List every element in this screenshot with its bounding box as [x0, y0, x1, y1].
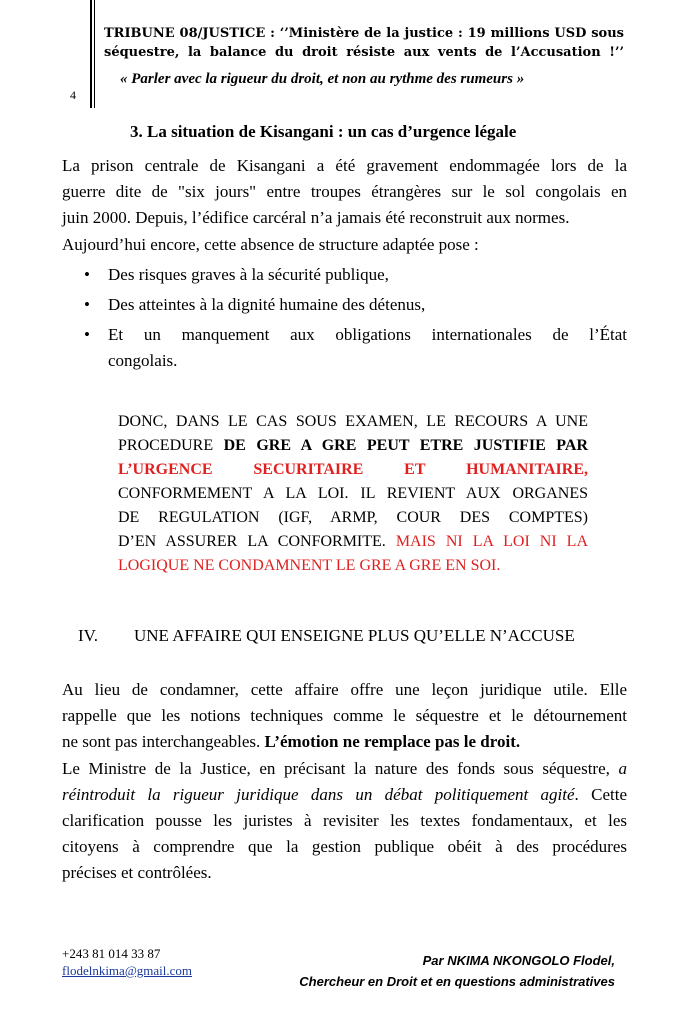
callout-bold-text: DE GRE A GRE PEUT ETRE JUSTIFIE PAR: [223, 437, 589, 454]
callout-line: LOGIQUE NE CONDAMNENT LE GRE A GRE EN SOI.: [118, 557, 501, 574]
paragraph-line: [62, 756, 627, 782]
footer-email-link[interactable]: flodelnkima@gmail.com: [62, 963, 193, 978]
footer-contact: [62, 945, 192, 979]
section-3-number: 3.: [130, 122, 143, 141]
bullet-icon: •: [84, 295, 90, 314]
section-4-title: UNE AFFAIRE QUI ENSEIGNE PLUS QU’ELLE N’ACCUSE: [134, 626, 575, 645]
paragraph-italic-text: réintroduit la rigueur juridique dans un débat politiquement agité: [62, 785, 575, 804]
footer-signature: [250, 950, 615, 992]
list-item-text: [108, 322, 627, 374]
paragraph-line: clarification pousse les juristes à revisiter les textes fondamentaux, et les: [62, 811, 627, 830]
callout-highlight-text: L’URGENCE SECURITAIRE ET HUMANITAIRE: [118, 461, 584, 478]
list-item-text: Des risques graves à la sécurité publique,: [108, 265, 389, 284]
section-3-paragraph-1: [62, 153, 627, 231]
paragraph-line: [62, 782, 627, 808]
paragraph-line: guerre dite de "six jours" entre troupes étrangères sur le sol congolais en: [62, 182, 627, 201]
callout-line: [118, 458, 588, 482]
page-number: 4: [70, 88, 76, 102]
paragraph-bold-text: L’émotion ne remplace pas le droit.: [264, 732, 521, 751]
paragraph-text: . Cette: [574, 785, 627, 804]
callout-line: DONC, DANS LE CAS SOUS EXAMEN, LE RECOURS A UNE: [118, 413, 588, 430]
header-title: [104, 24, 624, 62]
section-3-heading: [130, 122, 516, 142]
callout-highlight-text: MAIS NI LA LOI NI LA: [395, 533, 589, 550]
section-3-title: La situation de Kisangani : un cas d’urgence légale: [147, 122, 517, 141]
paragraph-line: juin 2000. Depuis, l’édifice carcéral n’a jamais été reconstruit aux normes.: [62, 208, 570, 227]
section-4-number: IV.: [78, 626, 98, 645]
paragraph-line: rappelle que les notions techniques comme le séquestre et le détournement: [62, 706, 627, 725]
callout-highlight-text: ,: [584, 461, 588, 478]
callout-line: DE REGULATION (IGF, ARMP, COUR DES COMPTES): [118, 509, 588, 526]
section-4-paragraph-2: [62, 756, 627, 886]
callout-line: [118, 434, 588, 458]
bullet-icon: •: [84, 325, 90, 344]
paragraph-text: Le Ministre de la Justice, en précisant la nature des fonds sous séquestre,: [62, 759, 619, 778]
list-item-line: Et un manquement aux obligations internationales de l’État: [108, 325, 627, 344]
list-item-text: Des atteintes à la dignité humaine des détenus,: [108, 295, 426, 314]
header-title-line-2: séquestre, la balance du droit résiste aux vents de l’Accusation !’’: [104, 45, 624, 60]
footer-role: Chercheur en Droit et en questions administratives: [299, 974, 615, 989]
callout-text: D’EN ASSURER LA CONFORMITE.: [118, 533, 396, 550]
list-item-line: congolais.: [108, 351, 178, 370]
paragraph-line: précises et contrôlées.: [62, 863, 212, 882]
footer-author: Par NKIMA NKONGOLO Flodel,: [422, 953, 615, 968]
callout-line: [118, 530, 588, 554]
paragraph-italic-text: a: [618, 759, 627, 778]
header-rule-inner: [94, 0, 95, 108]
paragraph-line: [62, 729, 627, 755]
header-title-line-1: TRIBUNE 08/JUSTICE : ‘’Ministère de la justice : 19 millions USD sous: [104, 26, 624, 41]
bullet-icon: •: [84, 265, 90, 284]
callout-line: CONFORMEMENT A LA LOI. IL REVIENT AUX ORGANES: [118, 485, 588, 502]
paragraph-line: citoyens à comprendre que la gestion publique obéit à des procédures: [62, 837, 627, 856]
section-4-paragraph-1: [62, 677, 627, 755]
header-quote: « Parler avec la rigueur du droit, et non au rythme des rumeurs »: [120, 71, 525, 87]
paragraph-text: ne sont pas interchangeables.: [62, 732, 265, 751]
header-rule-outer: [90, 0, 92, 108]
footer-phone: +243 81 014 33 87: [62, 946, 161, 961]
callout-block: [118, 410, 588, 578]
callout-text: PROCEDURE: [118, 437, 224, 454]
paragraph-line: Au lieu de condamner, cette affaire offre une leçon juridique utile. Elle: [62, 680, 627, 699]
section-3-paragraph-2: Aujourd’hui encore, cette absence de structure adaptée pose :: [62, 235, 479, 254]
paragraph-line: La prison centrale de Kisangani a été gravement endommagée lors de la: [62, 156, 627, 175]
